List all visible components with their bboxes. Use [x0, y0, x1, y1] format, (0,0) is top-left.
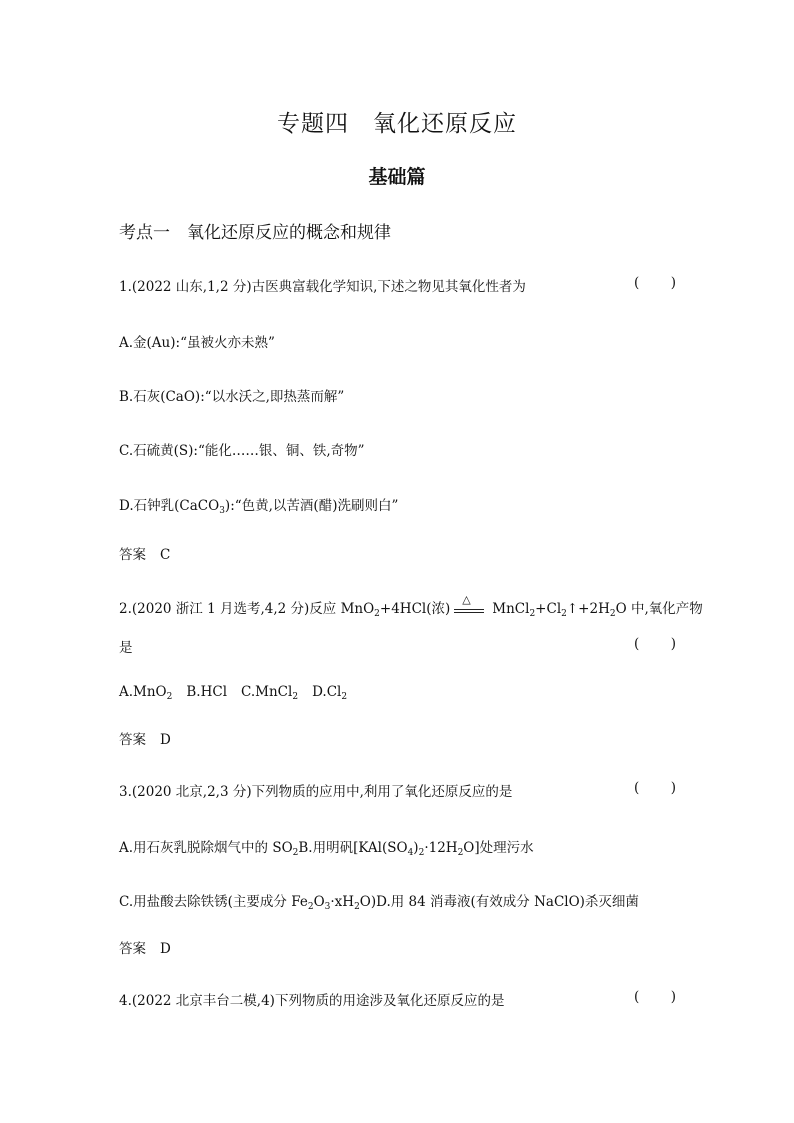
q1-option-a: A.金(Au):“虽被火亦未熟” — [119, 335, 275, 351]
q3-options-ab: A.用石灰乳脱除烟气中的 $SO_2B$.用明矾$[KAl(SO_4)_2\cdot 12H_2O]$处理污水 — [119, 840, 534, 858]
q3-answer: 答案 D — [119, 941, 171, 957]
page-title: 专题四 氧化还原反应 — [277, 111, 517, 137]
q1-option-b: B.石灰(CaO):“以水沃之,即热蒸而解” — [119, 389, 345, 405]
section-heading: 考点一 氧化还原反应的概念和规律 — [119, 223, 391, 243]
q2-answer-blank: ( ) — [634, 636, 676, 652]
heating-symbol-icon: △ — [462, 592, 471, 606]
q1-answer: 答案 C — [119, 547, 171, 563]
q4-stem: 4.(2022 北京丰台二模,4)下列物质的用途涉及氧化还原反应的是 — [119, 993, 505, 1009]
q2-answer: 答案 D — [119, 732, 171, 748]
q3-stem: 3.(2020 北京,2,3 分)下列物质的应用中,利用了氧化还原反应的是 — [119, 784, 513, 800]
q1-stem: 1.(2022 山东,1,2 分)古医典富载化学知识,下述之物见其氧化性者为 — [119, 279, 526, 295]
q2-option-b: B.HCl — [186, 684, 228, 700]
q2-option-c: C.MnCl$_2$ — [241, 684, 299, 702]
q2-stem-line2: 是 — [119, 640, 133, 656]
q2-option-d: $D.Cl_2$ — [312, 684, 348, 702]
q1-option-c: C.石硫黄(S):“能化……银、铜、铁,奇物” — [119, 443, 365, 459]
reaction-condition-arrow — [454, 592, 484, 617]
page-subtitle: 基础篇 — [368, 166, 426, 188]
q4-answer-blank: ( ) — [634, 989, 676, 1005]
q2-option-a: A.MnO$_2$ — [119, 684, 173, 702]
q2-options — [119, 684, 347, 700]
q3-options-cd: C.用盐酸去除铁锈(主要成分 $Fe_2O_3\cdot xH_2O)D$.用 84 消毒液(有效成分 NaClO)杀灭细菌 — [119, 894, 639, 912]
q3-answer-blank: ( ) — [634, 780, 676, 796]
q1-answer-blank: ( ) — [634, 275, 676, 291]
q1-option-d: D.石钟乳(CaCO$_3$):“色黄,以苦酒(醋)洗刷则白” — [119, 498, 399, 516]
q2-stem: 2.(2020 浙江 1 月选考,4,2 分)反应 MnO$_2$+4HCl(浓) △ $MnCl_2+Cl_2↑+2H_2O$ 中,氧化产物 — [119, 592, 703, 619]
